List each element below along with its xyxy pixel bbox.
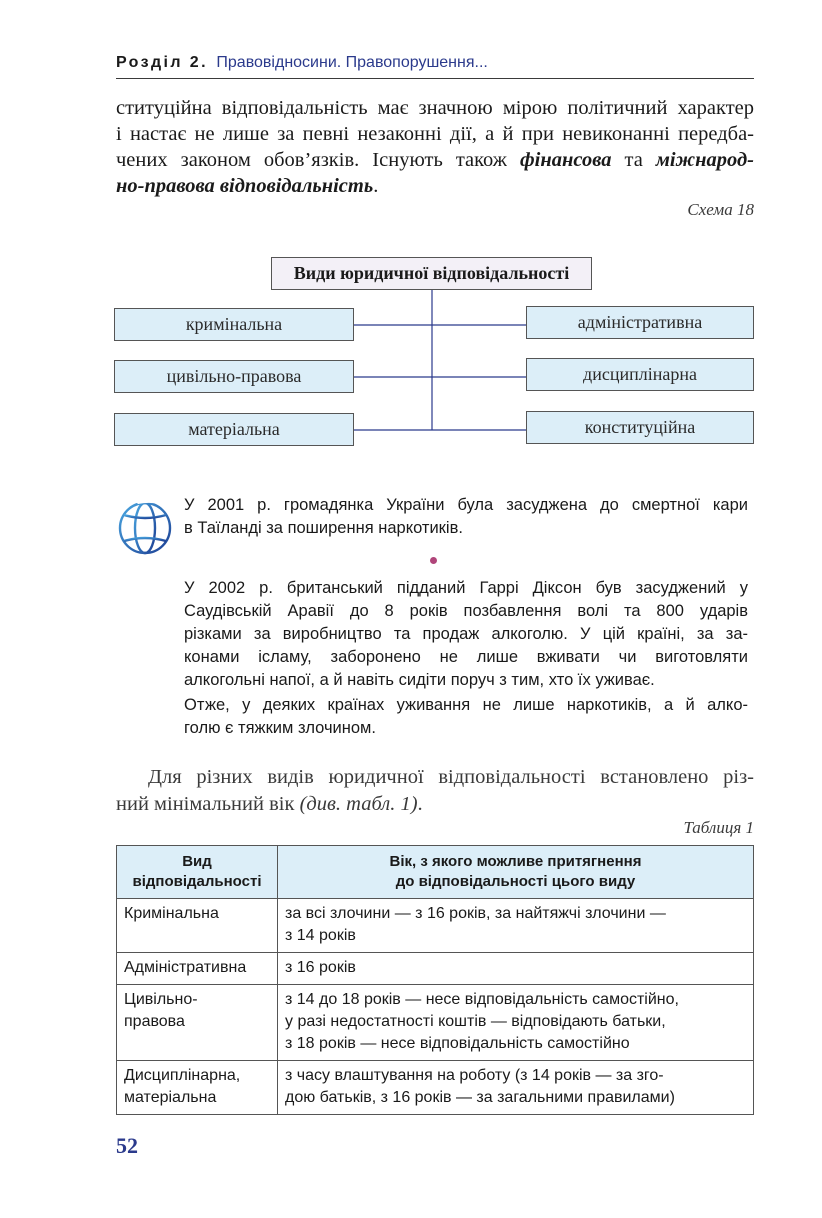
fact-1 xyxy=(184,494,748,540)
term-international-cont: но-правова відповідальність xyxy=(116,175,374,197)
cell-text: за всі злочини — з 16 років, за найтяжчі злочини — xyxy=(285,905,666,922)
cell-type xyxy=(117,985,278,1061)
intro-text: чених законом обов’язків. Існують також xyxy=(116,149,520,171)
cell-age xyxy=(278,985,754,1061)
term-financial: фінансова xyxy=(520,149,612,171)
table-row xyxy=(117,953,754,985)
term-international: міжнарод- xyxy=(655,149,754,171)
table-row xyxy=(117,899,754,953)
fact-line: Саудівській Аравії до 8 років позбавлення волі та 800 ударів xyxy=(184,602,748,620)
age-text: ний мінімальний вік xyxy=(116,793,300,815)
intro-line: і настає не лише за певні незаконні дії, а й при невиконанні передба- xyxy=(116,123,754,145)
fact-3 xyxy=(184,694,748,740)
cell-age xyxy=(278,1061,754,1115)
cell-text: з 16 років xyxy=(285,959,356,976)
table-caption: Таблиця 1 xyxy=(683,818,754,837)
page-number: 52 xyxy=(116,1133,138,1158)
cell-text: Цивільно- xyxy=(124,991,198,1008)
cell-text: матеріальна xyxy=(124,1089,217,1106)
intro-text: та xyxy=(611,149,656,171)
fact-line: алкогольні напої, а й навіть сидіти поруч з тим, хто їх уживає. xyxy=(184,671,655,689)
table-row xyxy=(117,985,754,1061)
scheme-title-box: Види юридичної відповідальності xyxy=(271,257,592,290)
separator-dot xyxy=(430,557,437,564)
cell-type xyxy=(117,1061,278,1115)
age-line: Для різних видів юридичної відповідальності встановлено різ- xyxy=(148,766,754,788)
header-age xyxy=(278,846,754,899)
intro-text: . xyxy=(373,175,379,197)
fact-line: У 2001 р. громадянка України була засуджена до смертної кари xyxy=(184,496,748,514)
header-text: Вид xyxy=(182,853,212,870)
cell-text: з 14 до 18 років — несе відповідальність самостійно, xyxy=(285,991,679,1008)
scheme-box-disciplinary: дисциплінарна xyxy=(526,358,754,391)
cell-text: у разі недостатності коштів — відповідають батьки, xyxy=(285,1013,666,1030)
cell-age xyxy=(278,953,754,985)
scheme-caption: Схема 18 xyxy=(687,200,754,219)
cell-text: з 14 років xyxy=(285,927,356,944)
intro-paragraph xyxy=(116,95,754,199)
intro-line: ституційна відповідальність має значною мірою політичний характер xyxy=(116,97,754,119)
fact-line: конами ісламу, заборонено не лише вживати чи виготовляти xyxy=(184,648,748,666)
header-text: Вік, з якого можливе притягнення xyxy=(389,853,642,870)
scheme-box-civil: цивільно-правова xyxy=(114,360,354,393)
cell-type xyxy=(117,899,278,953)
scheme-box-constitutional: конституційна xyxy=(526,411,754,444)
cell-text: з 18 років — несе відповідальність самостійно xyxy=(285,1035,630,1052)
section-label: Розділ 2. xyxy=(116,54,208,71)
intro-line xyxy=(116,173,754,199)
running-header xyxy=(116,54,754,79)
cell-text: правова xyxy=(124,1013,185,1030)
header-text: до відповідальності цього виду xyxy=(395,873,636,890)
age-table xyxy=(116,845,754,1115)
fact-line: Отже, у деяких країнах уживання не лише наркотиків, а й алко- xyxy=(184,696,748,714)
cell-age xyxy=(278,899,754,953)
globe-icon xyxy=(114,496,176,558)
scheme-box-administrative: адміністративна xyxy=(526,306,754,339)
fact-2 xyxy=(184,577,748,692)
cell-type xyxy=(117,953,278,985)
fact-line: У 2002 р. британський підданий Гаррі Діксон був засуджений у xyxy=(184,579,748,597)
age-line xyxy=(116,791,754,818)
fact-line: різками за виробництво та продаж алкоголю. У цій країні, за за- xyxy=(184,625,748,643)
age-paragraph xyxy=(116,764,754,818)
fact-line: в Таїланді за поширення наркотиків. xyxy=(184,519,463,537)
cell-text: Адміністративна xyxy=(124,959,247,976)
table-row xyxy=(117,1061,754,1115)
fact-line: голю є тяжким злочином. xyxy=(184,719,376,737)
age-text: . xyxy=(417,793,423,815)
table-header-row xyxy=(117,846,754,899)
cell-text: з часу влаштування на роботу (з 14 років — за зго- xyxy=(285,1067,664,1084)
section-subtitle: Правовідносини. Правопорушення... xyxy=(216,54,488,71)
scheme-box-material: матеріальна xyxy=(114,413,354,446)
cell-text: Дисциплінарна, xyxy=(124,1067,241,1084)
intro-line xyxy=(116,147,754,173)
header-text: відповідальності xyxy=(132,873,262,890)
cell-text: Кримінальна xyxy=(124,905,219,922)
scheme-box-criminal: кримінальна xyxy=(114,308,354,341)
table-reference: (див. табл. 1) xyxy=(299,793,418,815)
cell-text: дою батьків, з 16 років — за загальними правилами) xyxy=(285,1089,675,1106)
header-type xyxy=(117,846,278,899)
